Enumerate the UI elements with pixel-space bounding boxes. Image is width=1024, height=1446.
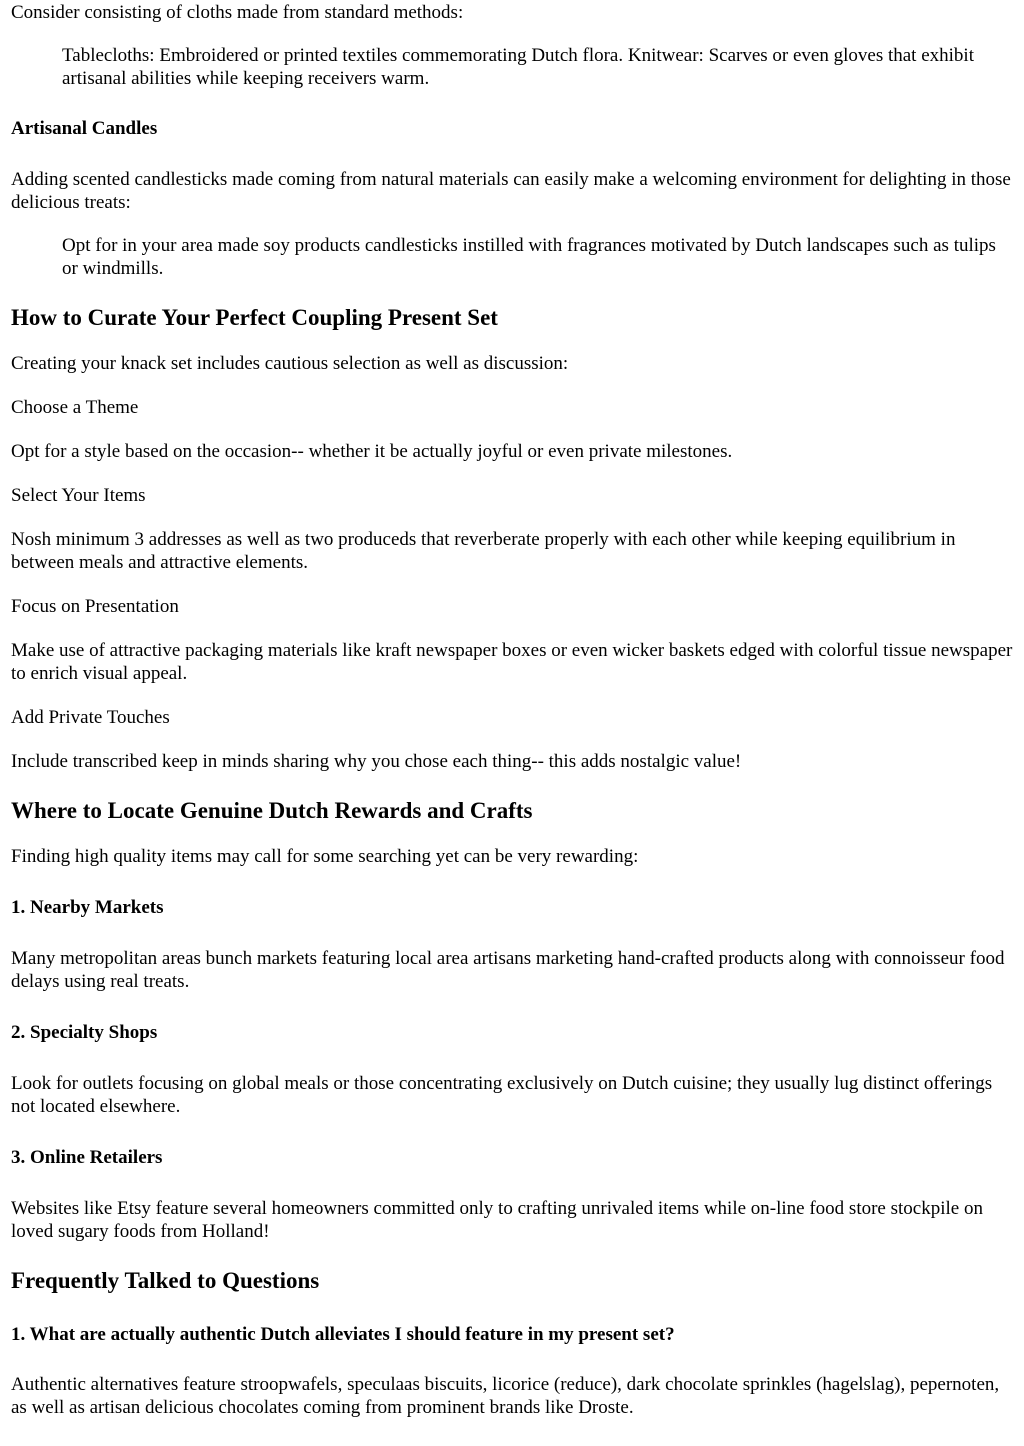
curate-step-title: Add Private Touches: [11, 707, 170, 728]
curate-step-text: Opt for a style based on the occasion-- whether it be actually joyful or even private milestones.: [11, 441, 733, 462]
curate-heading: How to Curate Your Perfect Coupling Present Set: [11, 305, 498, 330]
locate-item-title: 1. Nearby Markets: [11, 897, 164, 918]
curate-step-text: Include transcribed keep in minds sharing why you chose each thing-- this adds nostalgic value!: [11, 751, 742, 772]
locate-item-title: 2. Specialty Shops: [11, 1022, 158, 1043]
intro-paragraph: Consider consisting of cloths made from standard methods:: [11, 2, 464, 23]
locate-item-text: Look for outlets focusing on global meals or those concentrating exclusively on Dutch cuisine; they usually lug distinct offerings not located elsewhere.: [11, 1073, 993, 1117]
faq-heading: Frequently Talked to Questions: [11, 1268, 320, 1293]
curate-step-text: Make use of attractive packaging materials like kraft newspaper boxes or even wicker baskets edged with colorful tissue newspaper to enrich visual appeal.: [11, 640, 1013, 684]
locate-item-title: 3. Online Retailers: [11, 1147, 163, 1168]
locate-heading: Where to Locate Genuine Dutch Rewards and Crafts: [11, 798, 533, 823]
curate-step-title: Select Your Items: [11, 485, 146, 506]
locate-item-text: Websites like Etsy feature several homeowners committed only to crafting unrivaled items while on-line food store stockpile on loved sugary foods from Holland!: [11, 1198, 983, 1242]
curate-step-title: Focus on Presentation: [11, 596, 179, 617]
locate-intro: Finding high quality items may call for some searching yet can be very rewarding:: [11, 846, 639, 867]
candles-paragraph: Adding scented candlesticks made coming from natural materials can easily make a welcoming environment for delighting in those delicious treats:: [11, 169, 1011, 213]
textiles-blockquote: Tablecloths: Embroidered or printed textiles commemorating Dutch flora. Knitwear: Scarves or even gloves that exhibit artisanal abilities while keeping receivers warm.: [62, 45, 974, 89]
curate-intro: Creating your knack set includes cautious selection as well as discussion:: [11, 353, 569, 374]
faq-question: 1. What are actually authentic Dutch alleviates I should feature in my present set?: [11, 1324, 675, 1345]
candles-heading: Artisanal Candles: [11, 118, 158, 139]
curate-step-title: Choose a Theme: [11, 397, 139, 418]
locate-item-text: Many metropolitan areas bunch markets featuring local area artisans marketing hand-crafted products along with connoisseur food delays using real treats.: [11, 948, 1005, 992]
faq-answer: Authentic alternatives feature stroopwafels, speculaas biscuits, licorice (reduce), dark chocolate sprinkles (hagelslag), pepernoten, as well as artisan delicious chocolates coming from prominent brands like Droste.: [11, 1374, 1000, 1418]
candles-blockquote: Opt for in your area made soy products candlesticks instilled with fragrances motivated by Dutch landscapes such as tulips or windmills.: [62, 235, 996, 279]
curate-step-text: Nosh minimum 3 addresses as well as two produceds that reverberate properly with each other while keeping equilibrium in between meals and attractive elements.: [11, 529, 956, 573]
